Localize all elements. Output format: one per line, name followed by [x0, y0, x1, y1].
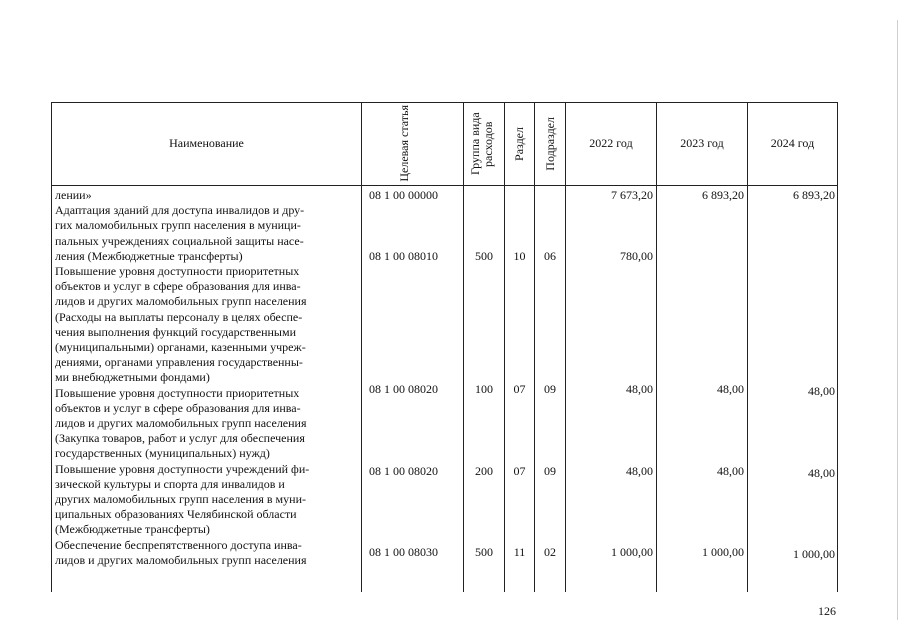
name-line: (муниципальными) органами, казенными учреж- [55, 340, 306, 355]
row-section: 10 [513, 249, 526, 263]
row-2022: 48,00 [626, 382, 653, 396]
header-2023: 2023 год [680, 136, 724, 150]
name-line: гих маломобильных групп населения в муници- [55, 218, 301, 233]
row-2024: 6 893,20 [793, 188, 835, 202]
name-line: чения выполнения функций государственными [55, 324, 296, 339]
col-border [837, 102, 838, 592]
row-group: 500 [475, 545, 493, 559]
row-2022: 48,00 [626, 464, 653, 478]
row-2023: 48,00 [717, 382, 744, 396]
name-line: ми внебюджетными фондами) [55, 370, 210, 385]
row-2022: 7 673,20 [611, 188, 653, 202]
row-2022: 1 000,00 [611, 545, 653, 559]
budget-table [51, 102, 838, 592]
row-group: 200 [475, 464, 493, 478]
row-code: 08 1 00 08010 [369, 249, 438, 263]
name-line: ления (Межбюджетные трансферты) [55, 248, 243, 263]
page-edge-rule [897, 20, 898, 620]
name-line: пальных учреждениях социальной защиты насе- [55, 233, 304, 248]
row-2023: 6 893,20 [702, 188, 744, 202]
name-line: Адаптация зданий для доступа инвалидов и дру- [55, 203, 305, 218]
name-line: других маломобильных групп населения в муни- [55, 492, 306, 507]
name-line: Повышение уровня доступности учреждений фи- [55, 461, 310, 476]
name-line: лидов и других маломобильных групп населения [55, 552, 307, 567]
row-subsection: 09 [544, 382, 556, 396]
row-subsection: 06 [544, 249, 556, 263]
name-line: (Расходы на выплаты персоналу в целях обеспе- [55, 309, 303, 324]
row-section: 11 [513, 545, 526, 559]
name-line: (Межбюджетные трансферты) [55, 522, 210, 537]
name-line: объектов и услуг в сфере образования для инва- [55, 400, 301, 415]
name-line: Обеспечение беспрепятственного доступа инва- [55, 537, 302, 552]
row-2024: 1 000,00 [793, 547, 835, 561]
row-section: 07 [513, 464, 526, 478]
row-subsection: 09 [544, 464, 556, 478]
row-code: 08 1 00 08030 [369, 545, 438, 559]
row-2023: 48,00 [717, 464, 744, 478]
name-line: государственных (муниципальных) нужд) [55, 446, 270, 461]
row-2022: 780,00 [620, 249, 653, 263]
header-bottom-border [51, 185, 838, 186]
header-group-text: Группа вида расходов [468, 112, 495, 175]
header-name: Наименование [169, 136, 244, 150]
header-2022: 2022 год [589, 136, 633, 150]
row-2024: 48,00 [808, 384, 835, 398]
header-subsection-text: Подраздел [542, 116, 557, 171]
row-subsection: 02 [544, 545, 556, 559]
header-section-text: Раздел [512, 126, 526, 161]
page-number: 126 [818, 604, 836, 618]
row-2023: 1 000,00 [702, 545, 744, 559]
header-subsection [535, 102, 565, 185]
name-line: ципальных образованиях Челябинской области [55, 507, 297, 522]
name-line: Повышение уровня доступности приоритетных [55, 264, 300, 279]
name-line: лидов и других маломобильных групп населения [55, 416, 307, 431]
header-section [505, 102, 534, 185]
row-group: 100 [475, 382, 493, 396]
header-2024: 2024 год [770, 136, 815, 150]
row-code: 08 1 00 00000 [369, 188, 438, 202]
header-target-text: Целевая статья [396, 105, 411, 182]
header-target [362, 102, 463, 185]
name-line: объектов и услуг в сфере образования для инва- [55, 279, 301, 294]
row-code: 08 1 00 08020 [369, 382, 438, 396]
row-group: 500 [475, 249, 493, 263]
name-line: зической культуры и спорта для инвалидов и [55, 476, 285, 491]
header-group [464, 102, 504, 185]
row-2024: 48,00 [808, 466, 835, 480]
name-line: дениями, органами управления государственны- [55, 355, 303, 370]
name-line: лении» [55, 188, 92, 202]
name-line: Повышение уровня доступности приоритетных [55, 385, 300, 400]
name-line: (Закупка товаров, работ и услуг для обеспечения [55, 431, 305, 446]
row-section: 07 [513, 382, 526, 396]
name-line: лидов и других маломобильных групп населения [55, 294, 307, 309]
row-code: 08 1 00 08020 [369, 464, 438, 478]
name-column [55, 188, 357, 568]
